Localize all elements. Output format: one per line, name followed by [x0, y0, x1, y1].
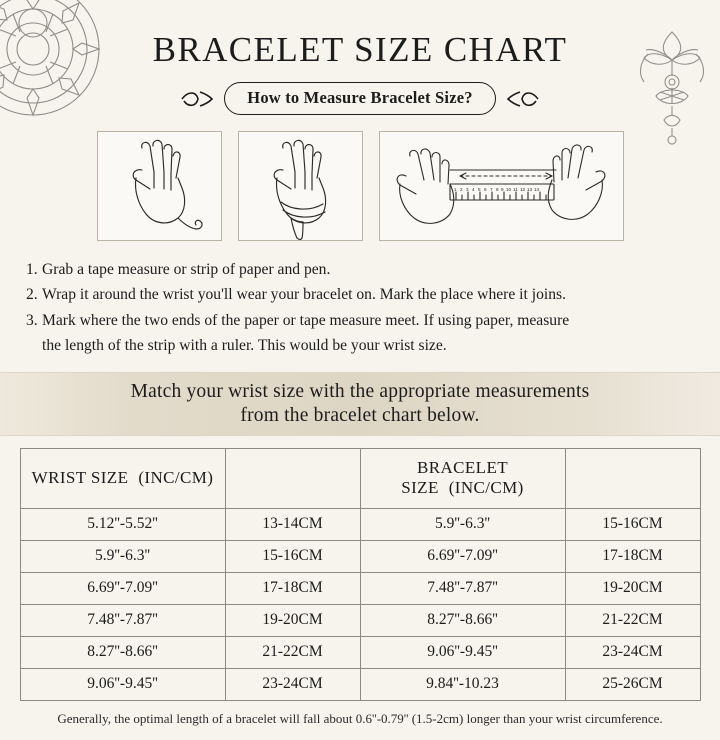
panel-hand-with-paper-strip: [238, 131, 363, 241]
svg-text:4: 4: [471, 187, 475, 192]
cell-bracelet-inches: 9.06''-9.45'': [360, 637, 565, 669]
svg-text:1: 1: [453, 187, 457, 192]
header-wrist-size-label: WRIST SIZE: [31, 468, 129, 487]
step-1: [26, 257, 694, 282]
measure-steps: [26, 257, 694, 358]
svg-text:13: 13: [526, 187, 532, 192]
subtitle-row: [0, 82, 720, 115]
table-header-row: [20, 449, 700, 509]
step-2-text: Wrap it around the wrist you'll wear your bracelet on. Mark the place where it joins.: [42, 286, 566, 304]
cell-wrist-inches: 5.12''-5.52'': [20, 509, 225, 541]
banner-line-2: from the bracelet chart below.: [240, 405, 480, 426]
header-wrist-size-unit: (INC/CM): [138, 468, 214, 487]
header-bracelet-size-unit: (INC/CM): [448, 478, 524, 497]
size-chart-table: [20, 448, 701, 701]
page-title: BRACELET SIZE CHART: [152, 30, 568, 69]
step-3: [26, 308, 694, 333]
cell-wrist-inches: 8.27''-8.66'': [20, 637, 225, 669]
cell-bracelet-inches: 7.48''-7.87'': [360, 573, 565, 605]
cell-wrist-cm: 13-14CM: [225, 509, 360, 541]
table-row: [20, 509, 700, 541]
header-bracelet-size-cm: [565, 449, 700, 509]
step-2: [26, 282, 694, 307]
cell-wrist-cm: 21-22CM: [225, 637, 360, 669]
cell-bracelet-inches: 5.9''-6.3'': [360, 509, 565, 541]
cell-wrist-cm: 15-16CM: [225, 541, 360, 573]
cell-bracelet-cm: 19-20CM: [565, 573, 700, 605]
svg-text:7: 7: [489, 187, 493, 192]
table-row: [20, 573, 700, 605]
header-bracelet-size-label: BRACELET SIZE: [401, 458, 509, 497]
step-3-text: Mark where the two ends of the paper or tape measure meet. If using paper, measure: [42, 311, 570, 329]
cell-wrist-cm: 23-24CM: [225, 669, 360, 701]
svg-text:14: 14: [533, 187, 539, 192]
cell-bracelet-cm: 25-26CM: [565, 669, 700, 701]
cell-wrist-inches: 7.48''-7.87'': [20, 605, 225, 637]
match-size-banner: [0, 372, 720, 436]
cell-bracelet-inches: 8.27''-8.66'': [360, 605, 565, 637]
cell-bracelet-inches: 9.84''-10.23: [360, 669, 565, 701]
table-row: [20, 637, 700, 669]
svg-text:6: 6: [483, 187, 487, 192]
step-3-number: 3.: [26, 311, 38, 329]
cell-bracelet-cm: 23-24CM: [565, 637, 700, 669]
cell-bracelet-cm: 17-18CM: [565, 541, 700, 573]
header-bracelet-size: [360, 449, 565, 509]
cell-bracelet-cm: 21-22CM: [565, 605, 700, 637]
cell-bracelet-inches: 6.69''-7.09'': [360, 541, 565, 573]
svg-text:10: 10: [505, 187, 511, 192]
svg-text:3: 3: [465, 187, 469, 192]
cell-wrist-cm: 19-20CM: [225, 605, 360, 637]
step-2-number: 2.: [26, 286, 38, 304]
cell-wrist-inches: 6.69''-7.09'': [20, 573, 225, 605]
cell-wrist-cm: 17-18CM: [225, 573, 360, 605]
panel-hand-with-tape-measure: [97, 131, 222, 241]
cell-wrist-inches: 5.9''-6.3'': [20, 541, 225, 573]
step-1-text: Grab a tape measure or strip of paper and pen.: [42, 261, 331, 278]
table-row: [20, 541, 700, 573]
table-row: [20, 605, 700, 637]
header-wrist-size-cm: [225, 449, 360, 509]
step-1-number: 1.: [26, 261, 38, 278]
panel-hands-measuring-with-ruler: [379, 131, 624, 241]
illustration-panels: [0, 131, 720, 241]
footnote: Generally, the optimal length of a bracelet will fall about 0.6''-0.79'' (1.5-2cm) longer than your wrist circumference.: [57, 711, 663, 726]
svg-text:9: 9: [500, 187, 504, 192]
svg-text:8: 8: [495, 187, 499, 192]
svg-text:12: 12: [519, 187, 525, 192]
svg-text:5: 5: [477, 187, 481, 192]
table-row: [20, 669, 700, 701]
step-3-continuation: the length of the strip with a ruler. This would be your wrist size.: [42, 336, 447, 354]
cell-bracelet-cm: 15-16CM: [565, 509, 700, 541]
header-wrist-size: [20, 449, 225, 509]
flourish-left-icon: [180, 88, 214, 110]
banner-line-1: Match your wrist size with the appropriate measurements: [130, 380, 590, 402]
svg-text:2: 2: [459, 187, 463, 192]
flourish-right-icon: [506, 88, 540, 110]
svg-text:11: 11: [512, 187, 518, 192]
cell-wrist-inches: 9.06''-9.45'': [20, 669, 225, 701]
measure-subtitle-pill: How to Measure Bracelet Size?: [224, 82, 495, 115]
